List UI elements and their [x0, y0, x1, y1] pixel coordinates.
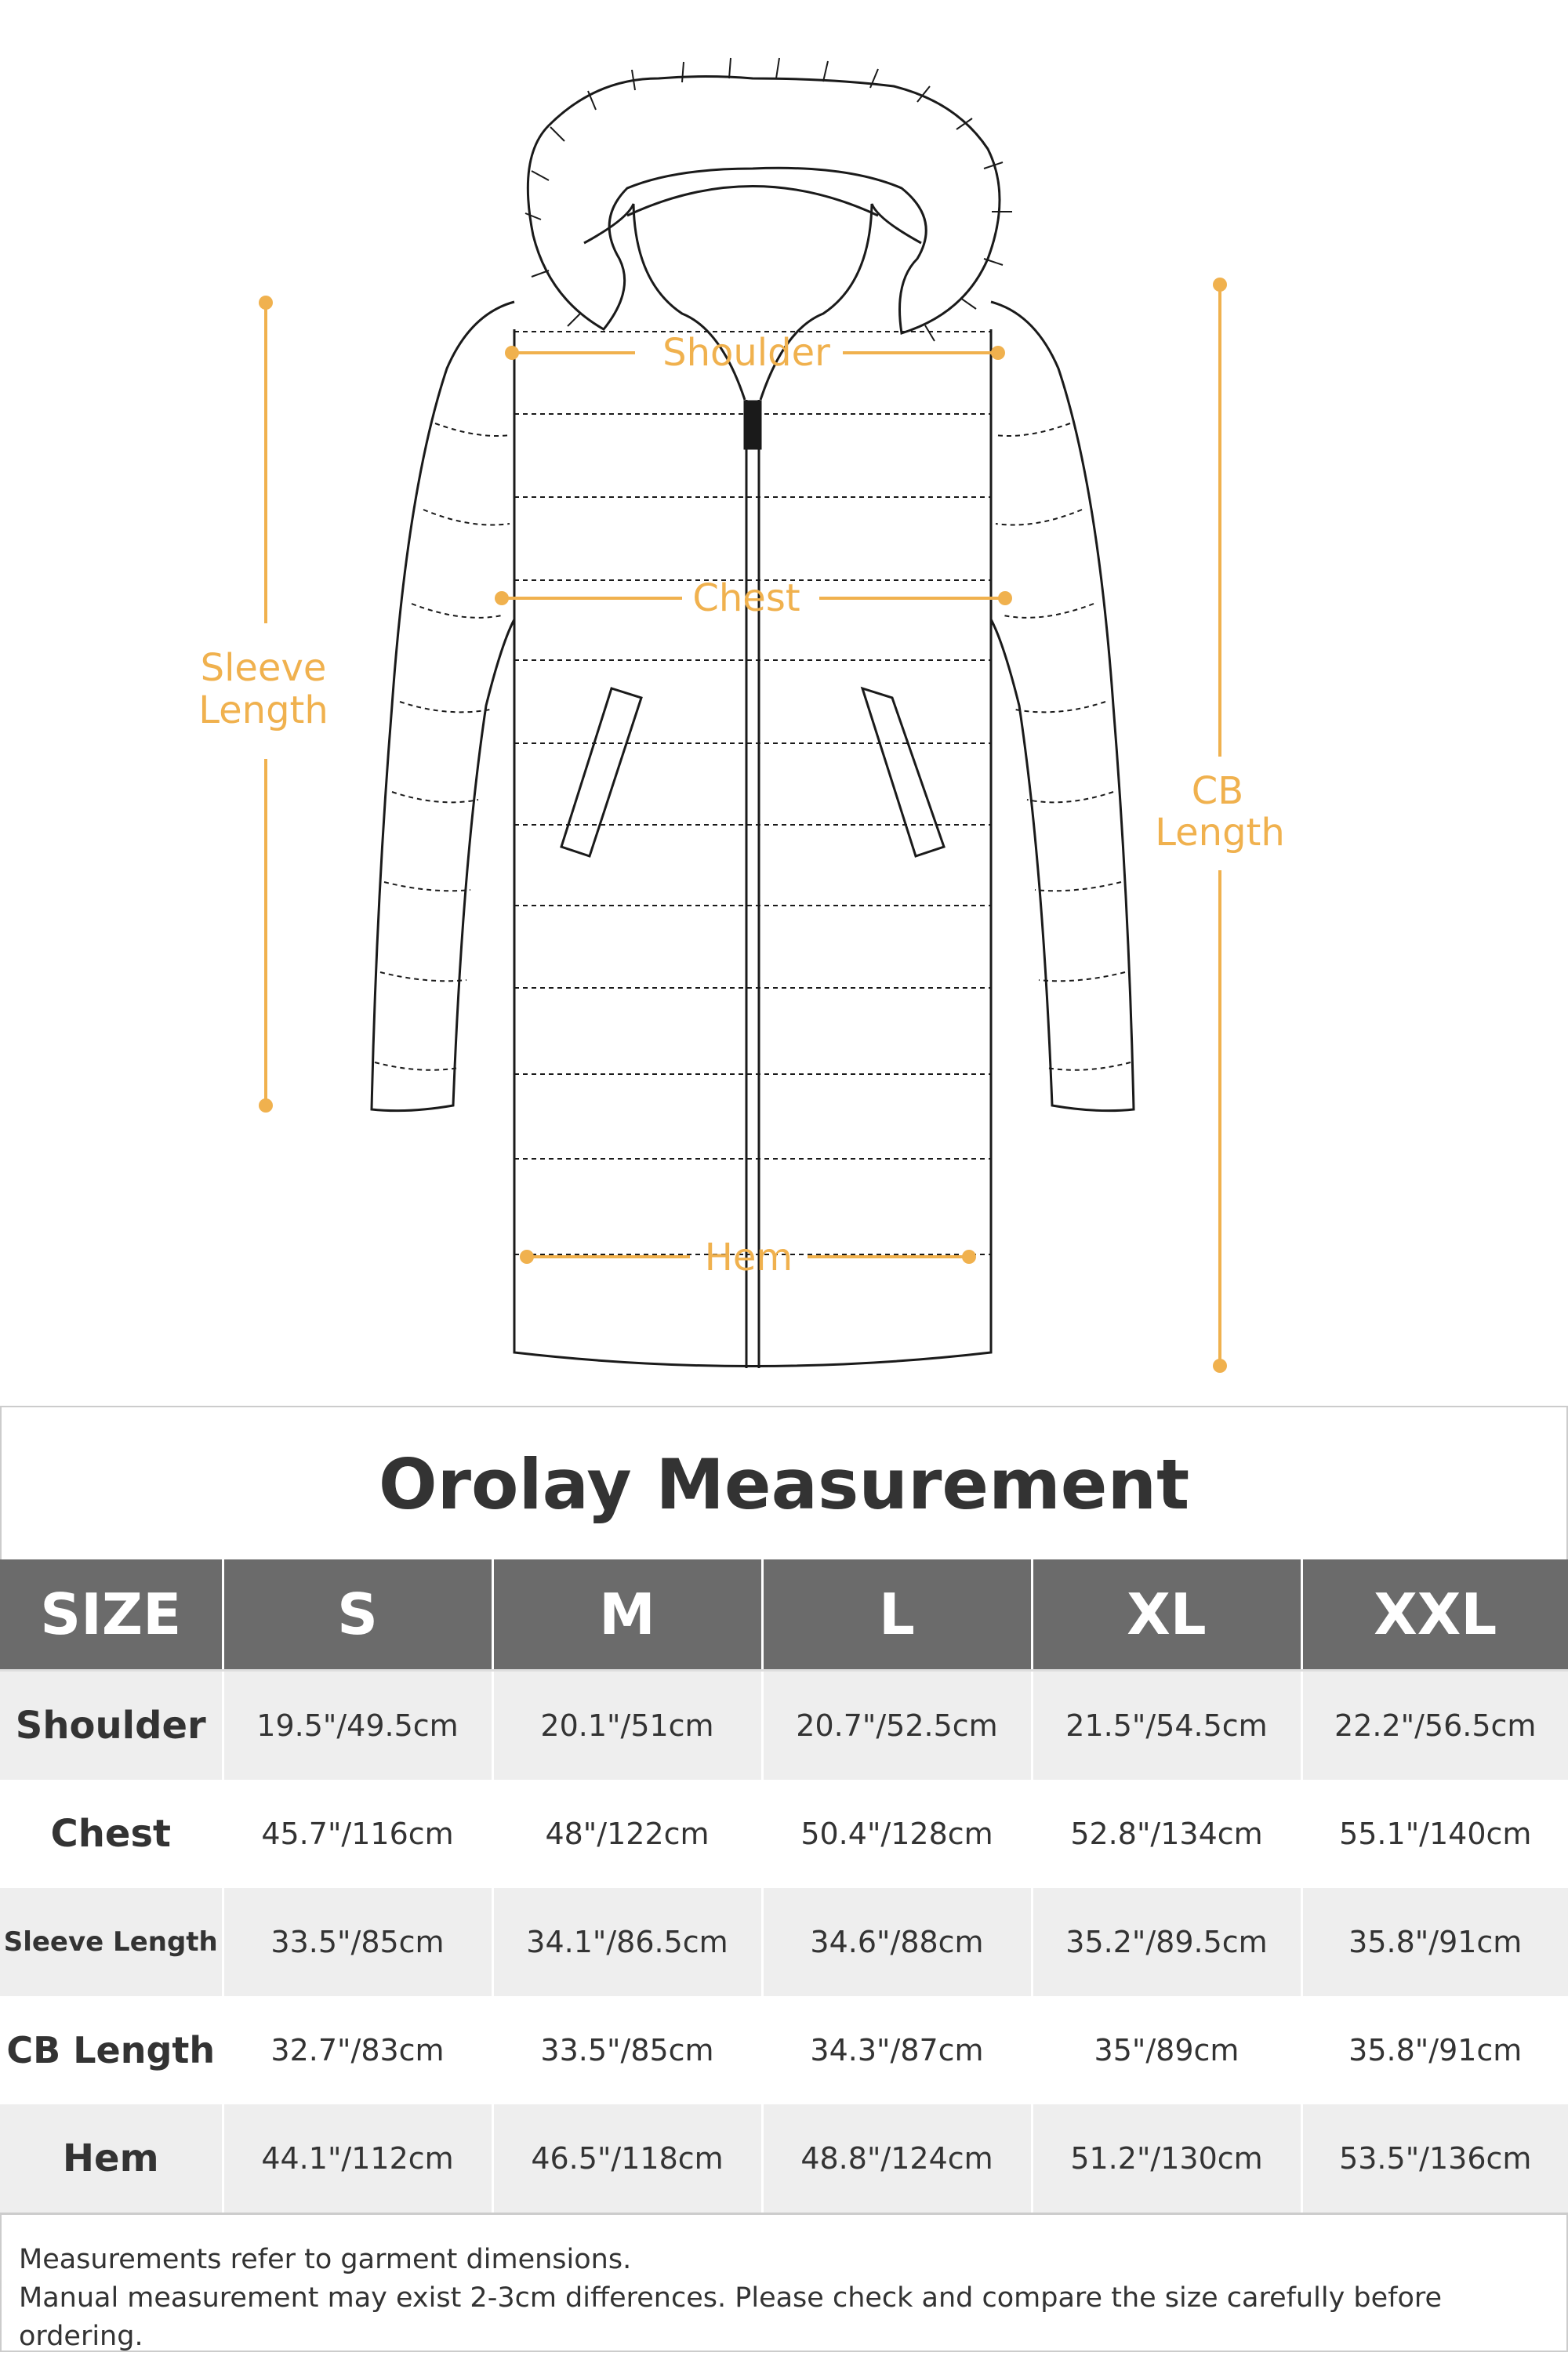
table-cell: 52.8"/134cm — [1032, 1780, 1301, 1888]
table-header-row — [0, 1559, 1568, 1671]
fur-hood-trim — [528, 77, 1000, 334]
table-cell: 45.7"/116cm — [223, 1780, 492, 1888]
row-header: Hem — [0, 2104, 223, 2214]
table-cell: 46.5"/118cm — [492, 2104, 762, 2214]
row-header: Sleeve Length — [0, 1888, 223, 1996]
table-cell: 48.8"/124cm — [762, 2104, 1032, 2214]
zipper-pull — [745, 401, 760, 448]
table-cell: 51.2"/130cm — [1032, 2104, 1301, 2214]
column-header: XL — [1032, 1559, 1301, 1671]
table-cell: 48"/122cm — [492, 1780, 762, 1888]
table-cell: 50.4"/128cm — [762, 1780, 1032, 1888]
left-sleeve — [372, 302, 514, 1111]
table-cell: 21.5"/54.5cm — [1032, 1671, 1301, 1781]
row-header: Chest — [0, 1780, 223, 1888]
column-header: XXL — [1301, 1559, 1568, 1671]
table-cell: 32.7"/83cm — [223, 1996, 492, 2104]
row-header: CB Length — [0, 1996, 223, 2104]
table-cell: 33.5"/85cm — [492, 1996, 762, 2104]
table-row — [0, 1888, 1568, 1996]
hem-label: Hem — [704, 1236, 793, 1280]
column-header: M — [492, 1559, 762, 1671]
column-header: S — [223, 1559, 492, 1671]
table-cell: 34.3"/87cm — [762, 1996, 1032, 2104]
size-table — [0, 1559, 1568, 2215]
right-pocket — [862, 688, 944, 856]
table-cell: 35.8"/91cm — [1301, 1996, 1568, 2104]
table-cell: 34.6"/88cm — [762, 1888, 1032, 1996]
fur-texture — [525, 58, 1012, 341]
sleeve-length-measure — [198, 296, 328, 1113]
table-cell: 20.7"/52.5cm — [762, 1671, 1032, 1781]
table-cell: 35.8"/91cm — [1301, 1888, 1568, 1996]
table-cell: 20.1"/51cm — [492, 1671, 762, 1781]
hem-measure — [520, 1236, 976, 1280]
right-sleeve — [991, 302, 1134, 1111]
table-cell: 44.1"/112cm — [223, 2104, 492, 2214]
measurement-notes — [19, 2241, 1548, 2356]
left-pocket — [561, 688, 641, 856]
table-cell: 35.2"/89.5cm — [1032, 1888, 1301, 1996]
sleeve-label-line1: Sleeve — [200, 646, 327, 690]
column-header: SIZE — [0, 1559, 223, 1671]
size-chart — [0, 1406, 1568, 2352]
row-header: Shoulder — [0, 1671, 223, 1781]
cb-label-line1: CB — [1191, 769, 1244, 813]
quilting-lines — [375, 332, 1131, 1254]
table-cell: 34.1"/86.5cm — [492, 1888, 762, 1996]
inner-hood — [627, 187, 878, 216]
note-line: Manual measurement may exist 2-3cm differences. Please check and compare the size carefully before ordering. — [19, 2282, 1443, 2352]
table-cell: 33.5"/85cm — [223, 1888, 492, 1996]
shoulder-label: Shoulder — [662, 331, 830, 375]
sleeve-label-line2: Length — [198, 688, 328, 732]
cb-label-line2: Length — [1155, 811, 1285, 855]
table-cell: 22.2"/56.5cm — [1301, 1671, 1568, 1781]
table-cell: 35"/89cm — [1032, 1996, 1301, 2104]
table-cell: 53.5"/136cm — [1301, 2104, 1568, 2214]
note-line: Measurements refer to garment dimensions. — [19, 2244, 632, 2275]
chest-measure — [495, 576, 1012, 620]
table-row — [0, 1671, 1568, 1781]
shoulder-measure — [505, 331, 1005, 375]
table-cell: 55.1"/140cm — [1301, 1780, 1568, 1888]
table-row — [0, 1780, 1568, 1888]
coat-body — [514, 329, 991, 1367]
table-cell: 19.5"/49.5cm — [223, 1671, 492, 1781]
table-row — [0, 1996, 1568, 2104]
chest-label: Chest — [692, 576, 800, 620]
chart-title: Orolay Measurement — [378, 1443, 1190, 1525]
cb-length-measure — [1155, 278, 1285, 1373]
column-header: L — [762, 1559, 1032, 1671]
table-row — [0, 2104, 1568, 2214]
